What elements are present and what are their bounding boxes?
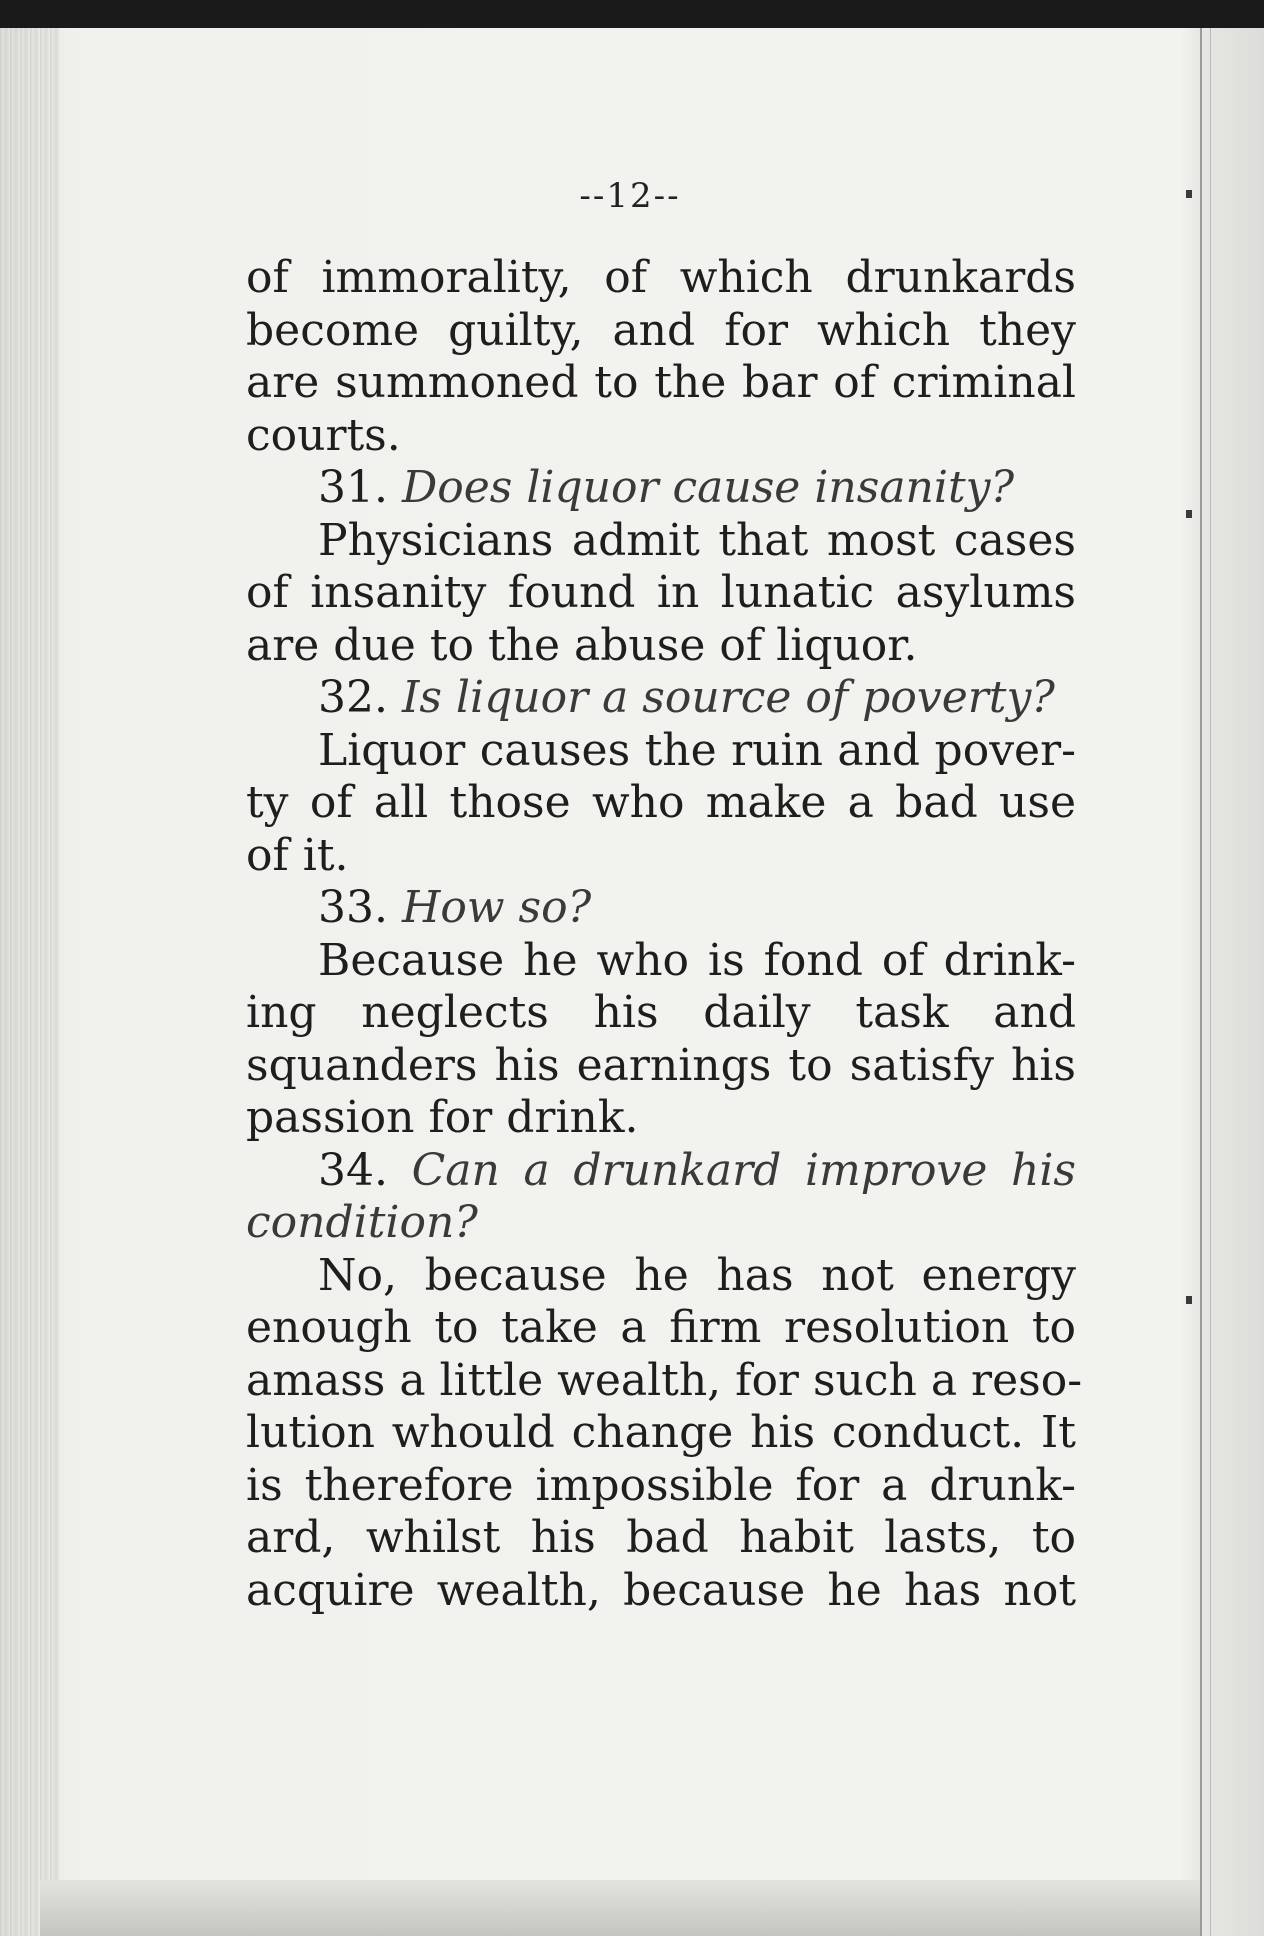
- question-text: Does liquor cause insanity?: [401, 462, 1015, 513]
- answer-line: are due to the abuse of liquor.: [246, 619, 918, 671]
- question-text: Can a drunkard improve his: [411, 1144, 1076, 1196]
- text-line: become guilty, and for which they: [246, 304, 1076, 356]
- question-number: 32.: [318, 672, 388, 723]
- question-34: [246, 1145, 1076, 1198]
- scan-speck: [1186, 1296, 1192, 1304]
- question-text: How so?: [401, 882, 592, 933]
- question-text-continued: condition?: [246, 1197, 478, 1248]
- answer-line: acquire wealth, because he has not: [246, 1564, 1076, 1616]
- answer-line: Liquor causes the ruin and pover-: [318, 724, 1076, 776]
- text-line: of immorality, of which drunkards: [246, 252, 1076, 303]
- page-binding-edge: [0, 28, 60, 1936]
- answer-line: Because he who is fond of drink-: [318, 934, 1076, 986]
- answer-line: No, because he has not energy: [318, 1249, 1076, 1301]
- question-number: 34.: [318, 1144, 388, 1196]
- question-31: [246, 462, 1076, 515]
- answer-line: ty of all those who make a bad use: [246, 777, 1076, 828]
- page-fold-line: [1200, 28, 1202, 1936]
- scan-speck: [1186, 190, 1192, 198]
- question-number: 33.: [318, 882, 388, 933]
- answer-line: ing neglects his daily task and: [246, 987, 1076, 1038]
- question-33: [246, 882, 1076, 935]
- page-body-text: [246, 252, 1083, 1617]
- answer-line: squanders his earnings to satisfy his: [246, 1039, 1076, 1091]
- answer-line: lution whould change his conduct. It: [246, 1407, 1076, 1458]
- answer-line: Physicians admit that most cases: [318, 514, 1076, 566]
- page-bottom-edge: [40, 1880, 1200, 1936]
- answer-line: amass a little wealth, for such a reso-: [246, 1354, 1083, 1406]
- question-text: Is liquor a source of poverty?: [401, 672, 1055, 723]
- page-fold-line-secondary: [1210, 28, 1211, 1936]
- answer-line: enough to take a firm resolution to: [246, 1302, 1076, 1353]
- answer-line: of it.: [246, 829, 349, 881]
- text-line: courts.: [246, 409, 401, 461]
- answer-line: of insanity found in lunatic asylums: [246, 567, 1076, 618]
- scan-speck: [1186, 510, 1192, 518]
- text-line: are summoned to the bar of criminal: [246, 357, 1076, 408]
- answer-line: ard, whilst his bad habit lasts, to: [246, 1512, 1076, 1563]
- answer-line: is therefore impossible for a drunk-: [246, 1459, 1076, 1511]
- question-number: 31.: [318, 462, 388, 513]
- page-number: --12--: [579, 176, 681, 216]
- question-32: [246, 672, 1076, 725]
- answer-line: passion for drink.: [246, 1092, 639, 1143]
